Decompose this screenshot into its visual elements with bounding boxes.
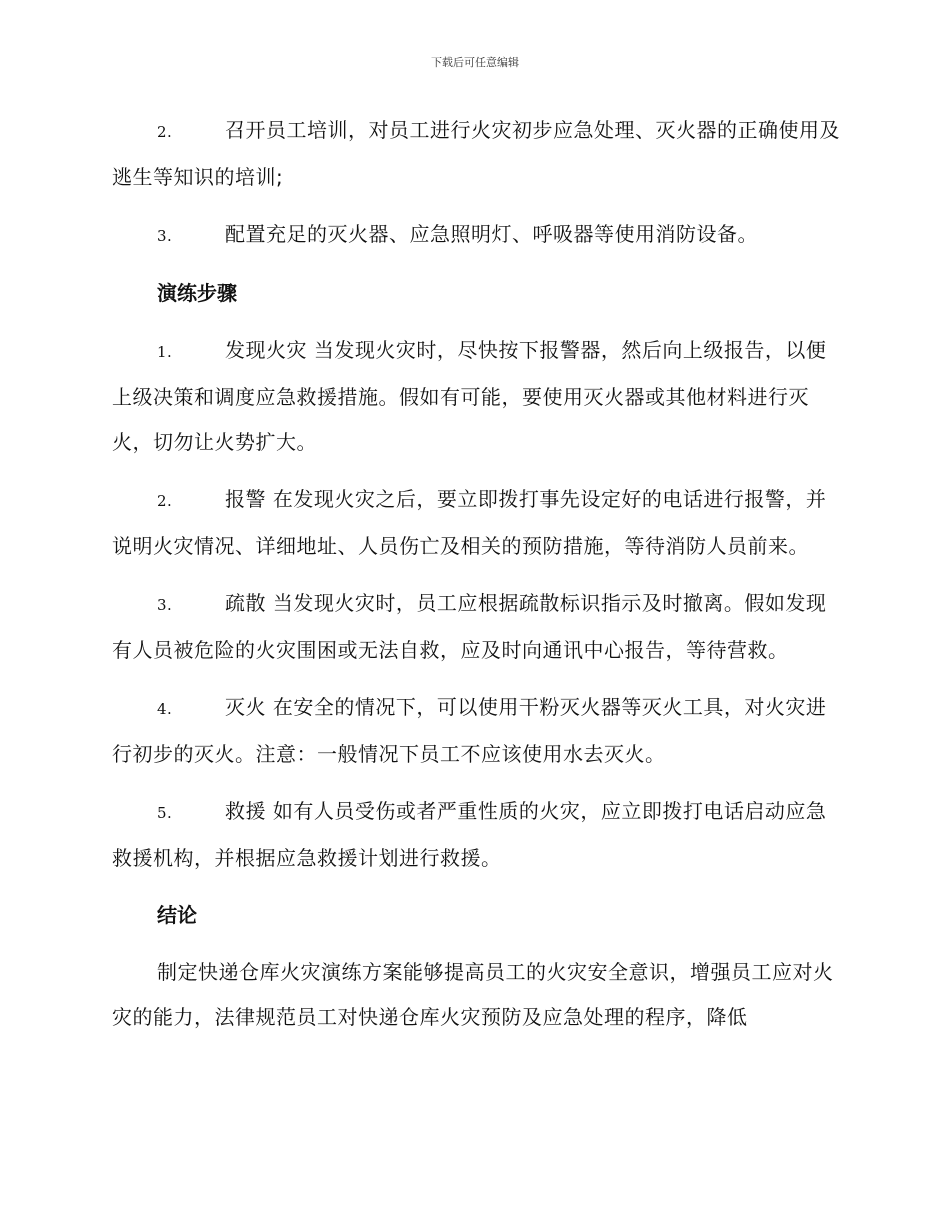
step-text: 发现火灾 当发现火灾时，尽快按下报警器，然后向上级报告，以便上级决策和调度应急救援措施。假如有可能，要使用灭火器或其他材料进行灭火，切勿让火势扩大。 [112, 338, 827, 454]
list-item-text: 配置充足的灭火器、应急照明灯、呼吸器等使用消防设备。 [225, 222, 758, 246]
step-number: 1. [157, 343, 173, 361]
step-item [112, 477, 842, 569]
step-text: 救援 如有人员受伤或者严重性质的火灾，应立即拨打电话启动应急救援机构，并根据应急救援计划进行救援。 [112, 799, 827, 870]
step-item [112, 685, 842, 777]
step-number: 5. [157, 804, 173, 822]
conclusion-paragraph: 制定快递仓库火灾演练方案能够提高员工的火灾安全意识，增强员工应对火灾的能力，法律规范员工对快递仓库火灾预防及应急处理的程序，降低 [112, 960, 834, 1029]
step-item [112, 789, 842, 881]
step-text: 灭火 在安全的情况下，可以使用干粉灭火器等灭火工具，对火灾进行初步的灭火。注意：一般情况下员工不应该使用水去灭火。 [112, 695, 827, 766]
list-item [112, 108, 842, 200]
header-note: 下载后可任意编辑 [431, 56, 519, 69]
step-text: 报警 在发现火灾之后，要立即拨打事先设定好的电话进行报警，并说明火灾情况、详细地址、人员伤亡及相关的预防措施，等待消防人员前来。 [112, 487, 827, 558]
step-number: 3. [157, 596, 173, 614]
step-item [112, 328, 842, 465]
list-item-number: 3. [157, 227, 173, 245]
list-item-text: 召开员工培训，对员工进行火灾初步应急处理、灭火器的正确使用及逃生等知识的培训; [112, 118, 840, 189]
list-item [112, 212, 842, 259]
step-number: 2. [157, 492, 173, 510]
section-heading-conclusion: 结论 [157, 903, 197, 927]
list-item-number: 2. [157, 123, 173, 141]
step-item [112, 581, 842, 673]
document-body [112, 108, 842, 1052]
section-heading-steps: 演练步骤 [157, 281, 237, 305]
step-number: 4. [157, 700, 173, 718]
step-text: 疏散 当发现火灾时，员工应根据疏散标识指示及时撤离。假如发现有人员被危险的火灾围困或无法自救，应及时向通讯中心报告，等待营救。 [112, 591, 827, 662]
